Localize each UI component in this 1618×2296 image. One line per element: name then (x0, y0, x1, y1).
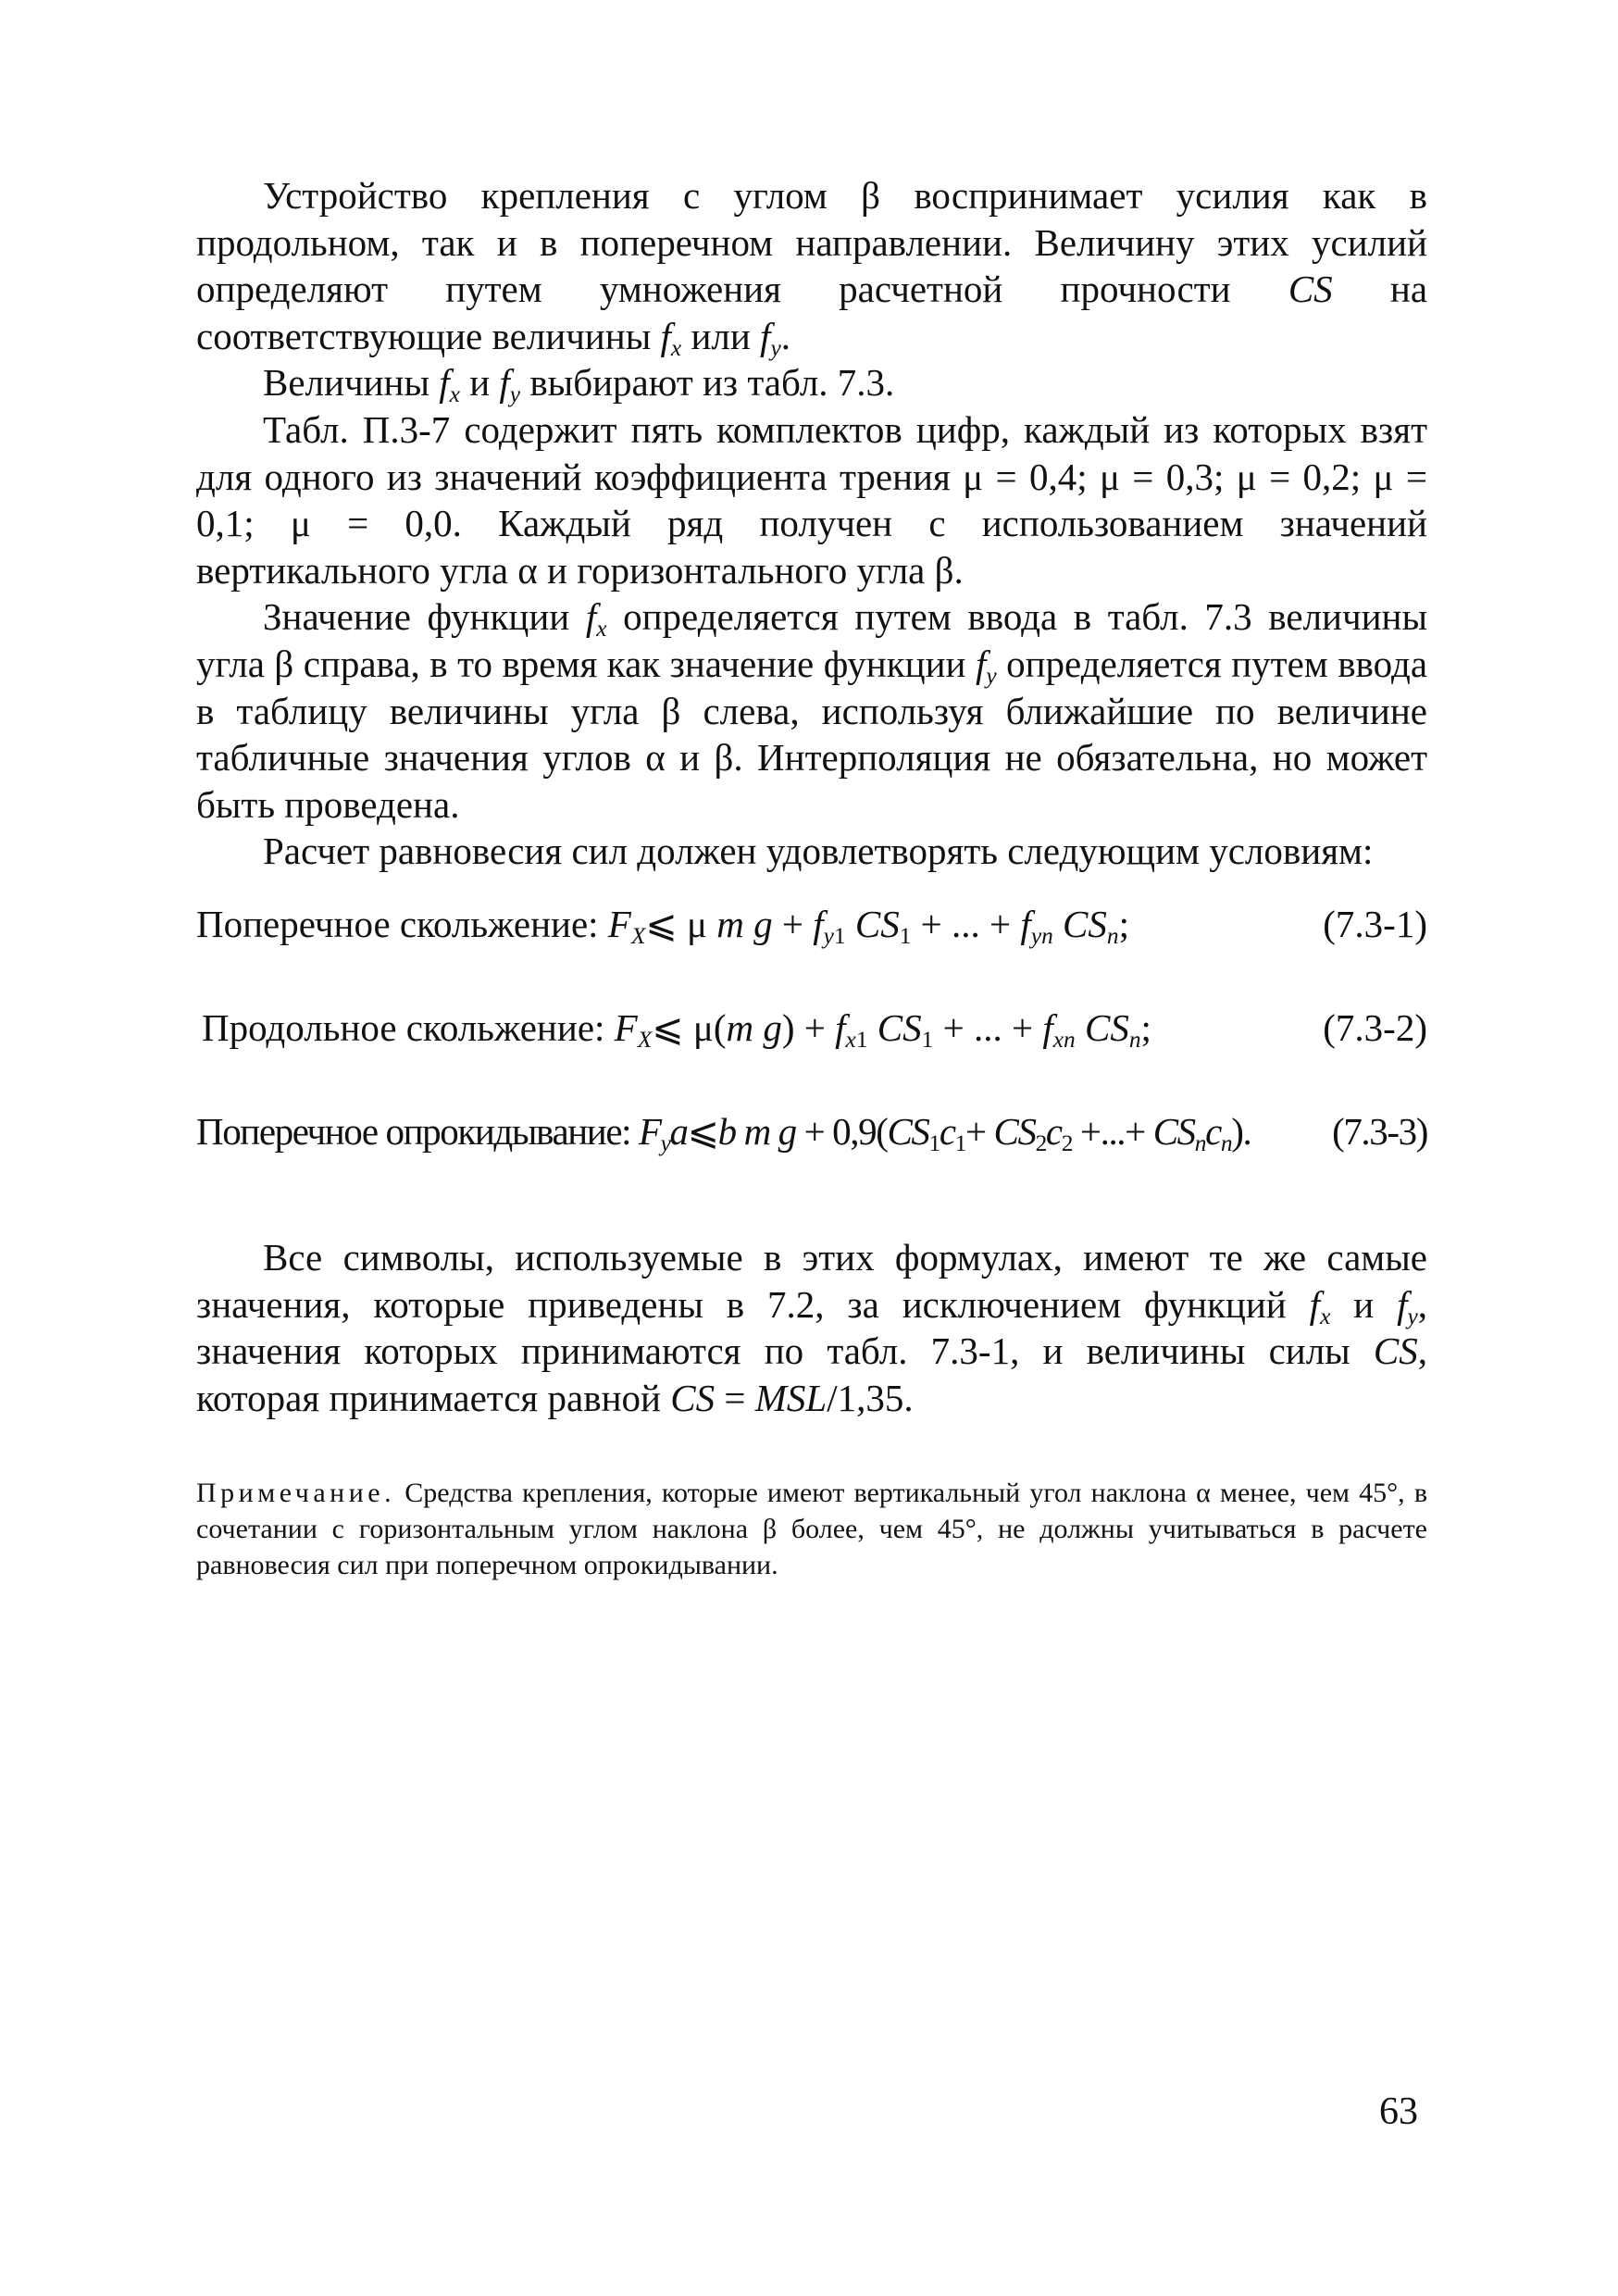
formula-transverse-sliding: Поперечное скольжение: $F_X⩽$ μ m $g + f_{y1}$ $CS_1$ + ... + $f_{yn}$ $CS_n$; (7.3-1) (196, 902, 1427, 950)
formula-label: Продольное скольжение: (202, 1005, 605, 1049)
paragraph-3: Табл. П.3-7 содержит пять комплектов цифр, каждый из которых взят для одного из значений коэффициента трения μ = 0,4; μ = 0,3; μ = 0,2; μ = 0,1; μ = 0,0. Каждый ряд получен с использованием значений вертикального угла α и горизонтального угла β. (196, 407, 1427, 592)
paragraph-6: Все символы, используемые в этих формулах, имеют те же самые значения, которые приведены в 7.2, за исключением функций $f_x$ и $f_y$, значения которых принимаются по табл. 7.3-1, и величины силы CS, которая принимается равной CS = MSL/1,35. (196, 1235, 1428, 1419)
page-body (196, 172, 1427, 1611)
paragraph-2: Величины $f_x$ и $f_y$ выбирают из табл. 7.3. (263, 361, 895, 408)
formula-longitudinal-sliding: Продольное скольжение: $F_X⩽$ μ(m $g) + f_{x1}$ $CS_1$ + ... + $f_{xn}$ $CS_n$; (7.3-2) (202, 1005, 1427, 1054)
formula-number: (7.3-1) (1323, 902, 1427, 945)
formula-number: (7.3-3) (1332, 1109, 1427, 1153)
paragraph-5: Расчет равновесия сил должен удовлетворять следующим условиям: (263, 830, 1374, 873)
note (196, 1475, 1427, 1583)
formula-transverse-tipping: Поперечное опрокидывание: $F_ya⩽b$ m $g + 0,9(CS_1c_1+ CS_2c_2$ +...+ $CS_nc_n$). (7.3-3) (196, 1109, 1427, 1157)
formula-number: (7.3-2) (1323, 1005, 1427, 1049)
note-label: Примечание. (196, 1478, 396, 1509)
formula-label: Поперечное опрокидывание: (196, 1109, 631, 1153)
note-text: Средства крепления, которые имеют вертикальный угол наклона α менее, чем 45°, в сочетании с горизонтальным углом наклона β более, чем 45°, не должны учитываться в расчете равновесия сил при поперечном опрокидывании. (196, 1478, 1427, 1581)
paragraph-1: Устройство крепления с углом β воспринимает усилия как в продольном, так и в поперечном направлении. Величину этих усилий определяют путем умножения расчетной прочности CS на соответствующие величины $f_x$ или $f_y$. (196, 174, 1428, 361)
paragraph-4: Значение функции $f_x$ определяется путем ввода в табл. 7.3 величины угла β справа, в то время как значение функции $f_y$ определяется путем ввода в таблицу величины угла β слева, используя ближайшие по величине табличные значения углов α и β. Интерполяция не обязательна, но может быть проведена. (196, 595, 1428, 826)
formula-label: Поперечное скольжение: (196, 902, 599, 945)
page-number: 63 (1379, 2090, 1418, 2133)
